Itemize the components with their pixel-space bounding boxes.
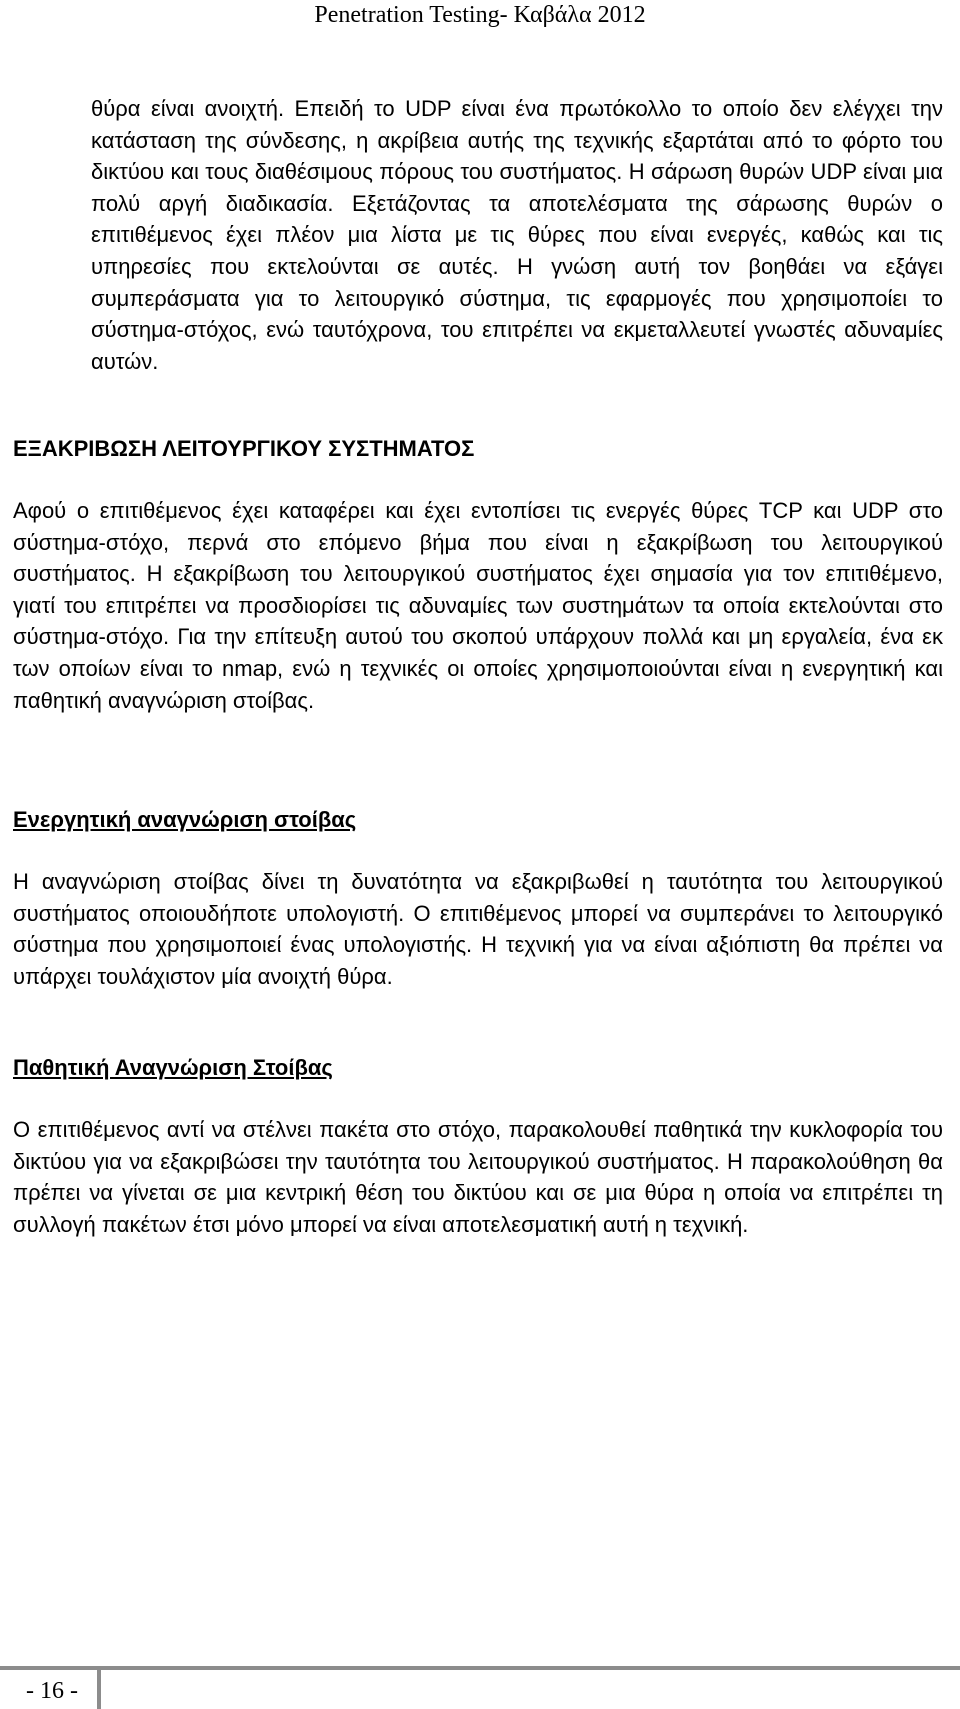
subheading-passive-stack: Παθητική Αναγνώριση Στοίβας (13, 1055, 333, 1080)
paragraph-os-fingerprinting: Αφού ο επιτιθέμενος έχει καταφέρει και έχει εντοπίσει τις ενεργές θύρες TCP και UDP στο σύστημα-στόχο, περνά στο επόμενο βήμα που είναι η εξακρίβωση του λειτουργικού συστήματος. Η εξακρίβωση του λειτουργικού συστήματος έχει σημασία για τον επιτιθέμενο, γιατί του επιτρέπει να προσδιορίσει τις αδυναμίες των συστημάτων τα οποία εκτελούνται στο σύστημα-στόχο. Για την επίτευξη αυτού του σκοπού υπάρχουν πολλά και μη εργαλεία, ένα εκ των οποίων είναι το nmap, ενώ η τεχνικές οι οποίες χρησιμοποιούνται είναι η ενεργητική και παθητική αναγνώριση στοίβας. (13, 498, 943, 713)
footer-rule (0, 1666, 960, 1670)
paragraph-passive-stack: Ο επιτιθέμενος αντί να στέλνει πακέτα στο στόχο, παρακολουθεί παθητικά την κυκλοφορία του δικτύου για να εξακριβώσει την ταυτότητα του λειτουργικού συστήματος. Η παρακολούθηση θα πρέπει να γίνεται σε μια κεντρική θέση του δικτύου και σε μια θύρα η οποία να επιτρέπει τη συλλογή πακέτων έτσι μόνο μπορεί να είναι αποτελεσματική αυτή η τεχνική. (13, 1117, 943, 1237)
paragraph-udp-scan: θύρα είναι ανοιχτή. Επειδή το UDP είναι ένα πρωτόκολλο το οποίο δεν ελέγχει την κατάσταση της σύνδεσης, η ακρίβεια αυτής της τεχνικής εξαρτάται από το φόρτο του δικτύου και τους διαθέσιμους πόρους του συστήματος. Η σάρωση θυρών UDP είναι μια πολύ αργή διαδικασία. Εξετάζοντας τα αποτελέσματα της σάρωσης θυρών ο επιτιθέμενος έχει πλέον μια λίστα με τις θύρες που είναι ενεργές, καθώς και τις υπηρεσίες που εκτελούνται σε αυτές. Η γνώση αυτή τον βοηθάει να εξάγει συμπεράσματα για το λειτουργικό σύστημα, τις εφαρμογές που χρησιμοποίει το σύστημα-στόχος, ενώ ταυτόχρονα, του επιτρέπει να εκμεταλλευτεί γνωστές αδυναμίες αυτών. (91, 96, 943, 374)
footer-divider (97, 1666, 101, 1709)
section-heading-os-fingerprinting: ΕΞΑΚΡΙΒΩΣΗ ΛΕΙΤΟΥΡΓΙΚΟΥ ΣΥΣΤΗΜΑΤΟΣ (13, 436, 475, 461)
page-number: - 16 - (26, 1678, 78, 1704)
paragraph-active-stack: Η αναγνώριση στοίβας δίνει τη δυνατότητα να εξακριβωθεί η ταυτότητα του λειτουργικού συστήματος οποιουδήποτε υπολογιστή. Ο επιτιθέμενος μπορεί να συμπεράνει το λειτουργικό σύστημα που χρησιμοποιεί ένας υπολογιστής. Η τεχνική για να είναι αξιόπιστη θα πρέπει να υπάρχει τουλάχιστον μία ανοιχτή θύρα. (13, 869, 943, 989)
page-header-title: Penetration Testing- Καβάλα 2012 (314, 2, 646, 28)
subheading-active-stack: Ενεργητική αναγνώριση στοίβας (13, 807, 357, 832)
